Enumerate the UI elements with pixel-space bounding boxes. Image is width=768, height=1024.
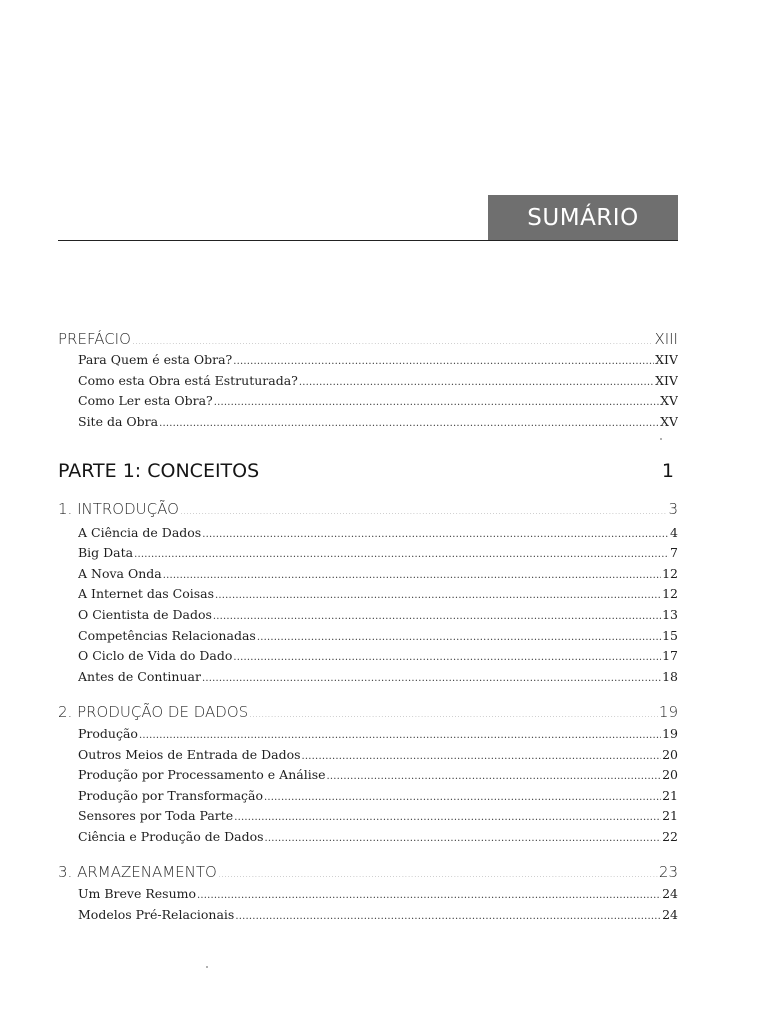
toc-subentry[interactable] — [78, 907, 678, 922]
toc-subentry-title: Modelos Pré-Relacionais — [78, 907, 235, 922]
toc-subentry-page: 12 — [662, 586, 678, 601]
toc-subentry[interactable] — [78, 566, 678, 581]
toc-subentry-page: 20 — [662, 767, 678, 782]
toc-subentry-title: Produção por Transformação — [78, 788, 264, 803]
leader-dots — [202, 673, 661, 684]
toc-subentry-title: Produção por Processamento e Análise — [78, 767, 326, 782]
toc-entry-chapter-2[interactable] — [58, 703, 678, 721]
toc-part-heading[interactable] — [58, 460, 674, 482]
toc-subentry-title: Competências Relacionadas — [78, 628, 256, 643]
toc-entry-title: 3. ARMAZENAMENTO — [58, 863, 217, 881]
toc-subentry[interactable] — [78, 669, 678, 684]
toc-entry-page: 23 — [658, 863, 678, 881]
toc-subentry-page: 4 — [670, 525, 678, 540]
toc-subentry-title: Outros Meios de Entrada de Dados — [78, 747, 301, 762]
toc-subentry[interactable] — [78, 628, 678, 643]
toc-subentry[interactable] — [78, 788, 678, 803]
leader-dots — [139, 730, 661, 741]
toc-entry-chapter-3[interactable] — [58, 863, 678, 881]
toc-subentry-page: 20 — [662, 747, 678, 762]
leader-dots — [163, 570, 661, 581]
part-page: 1 — [661, 460, 674, 482]
leader-dots — [302, 751, 662, 762]
toc-subentry-page: 24 — [662, 886, 678, 901]
toc-subentry-title: A Ciência de Dados — [78, 525, 202, 540]
toc-subentry-page: XIV — [655, 352, 678, 367]
toc-subentry-page: XV — [660, 393, 678, 408]
toc-entry-chapter-1[interactable] — [58, 500, 678, 518]
toc-subentry-page: 21 — [662, 788, 678, 803]
toc-subentry[interactable] — [78, 808, 678, 823]
page-title: SUMÁRIO — [527, 204, 639, 231]
toc-subentry[interactable] — [78, 525, 678, 540]
toc-subentry-title: Big Data — [78, 545, 134, 560]
leader-dots — [202, 529, 669, 540]
toc-subentry[interactable] — [78, 352, 678, 367]
toc-subentry[interactable] — [78, 829, 678, 844]
leader-dots — [299, 377, 654, 388]
toc-entry-title: 1. INTRODUÇÃO — [58, 500, 179, 518]
toc-subentry[interactable] — [78, 767, 678, 782]
toc-subentry-title: Site da Obra — [78, 414, 159, 429]
toc-subentry-page: 7 — [670, 545, 678, 560]
toc-subentry-page: XV — [660, 414, 678, 429]
toc-subentry[interactable] — [78, 414, 678, 429]
leader-dots — [215, 590, 661, 601]
leader-dots — [264, 792, 661, 803]
toc-subentry-page: 17 — [662, 648, 678, 663]
scan-speck — [206, 966, 208, 968]
toc-subentry-title: A Nova Onda — [78, 566, 162, 581]
leader-dots — [213, 611, 661, 622]
toc-subentry-title: O Cientista de Dados — [78, 607, 212, 622]
leader-dots — [249, 710, 658, 720]
leader-dots — [134, 549, 669, 560]
toc-subentry[interactable] — [78, 648, 678, 663]
toc-subentry-page: 21 — [662, 808, 678, 823]
leader-dots — [233, 356, 654, 367]
scan-speck — [660, 438, 662, 440]
toc-entry-page: 19 — [658, 703, 678, 721]
toc-subentry-title: Como Ler esta Obra? — [78, 393, 213, 408]
toc-subentry-title: Um Breve Resumo — [78, 886, 197, 901]
toc-subentry-title: Ciência e Produção de Dados — [78, 829, 264, 844]
toc-subentry-title: Produção — [78, 726, 138, 741]
leader-dots — [214, 397, 659, 408]
toc-subentry-title: Sensores por Toda Parte — [78, 808, 234, 823]
leader-dots — [180, 507, 668, 517]
toc-subentry-page: 15 — [662, 628, 678, 643]
leader-dots — [265, 833, 662, 844]
toc-subentry[interactable] — [78, 607, 678, 622]
leader-dots — [233, 652, 661, 663]
toc-subentry[interactable] — [78, 726, 678, 741]
toc-subentry-page: 22 — [662, 829, 678, 844]
toc-subentry-title: A Internet das Coisas — [78, 586, 215, 601]
leader-dots — [235, 911, 661, 922]
toc-entry-title: 2. PRODUÇÃO DE DADOS — [58, 703, 249, 721]
toc-subentry-page: 19 — [662, 726, 678, 741]
toc-subentry[interactable] — [78, 747, 678, 762]
title-banner — [488, 195, 678, 240]
part-title: PARTE 1: CONCEITOS — [58, 460, 260, 482]
toc-subentry-title: Antes de Continuar — [78, 669, 201, 684]
toc-subentry[interactable] — [78, 545, 678, 560]
toc-subentry-title: O Ciclo de Vida do Dado — [78, 648, 233, 663]
leader-dots — [197, 890, 661, 901]
toc-entry-page: 3 — [668, 500, 678, 518]
toc-entry-title: PREFÁCIO — [58, 330, 131, 348]
toc-subentry[interactable] — [78, 586, 678, 601]
toc-subentry-title: Para Quem é esta Obra? — [78, 352, 233, 367]
leader-dots — [257, 632, 661, 643]
toc-subentry-page: 13 — [662, 607, 678, 622]
leader-dots — [159, 418, 659, 429]
leader-dots — [234, 812, 661, 823]
leader-dots — [327, 771, 662, 782]
toc-subentry[interactable] — [78, 886, 678, 901]
toc-subentry[interactable] — [78, 373, 678, 388]
leader-dots — [132, 337, 654, 347]
toc-subentry-page: XIV — [655, 373, 678, 388]
toc-entry-page: XIII — [654, 330, 678, 348]
toc-subentry[interactable] — [78, 393, 678, 408]
toc-entry-preface[interactable] — [58, 330, 678, 348]
toc-subentry-title: Como esta Obra está Estruturada? — [78, 373, 298, 388]
toc-subentry-page: 24 — [662, 907, 678, 922]
toc-subentry-page: 18 — [662, 669, 678, 684]
header-rule — [58, 240, 678, 241]
toc-subentry-page: 12 — [662, 566, 678, 581]
leader-dots — [218, 870, 658, 880]
